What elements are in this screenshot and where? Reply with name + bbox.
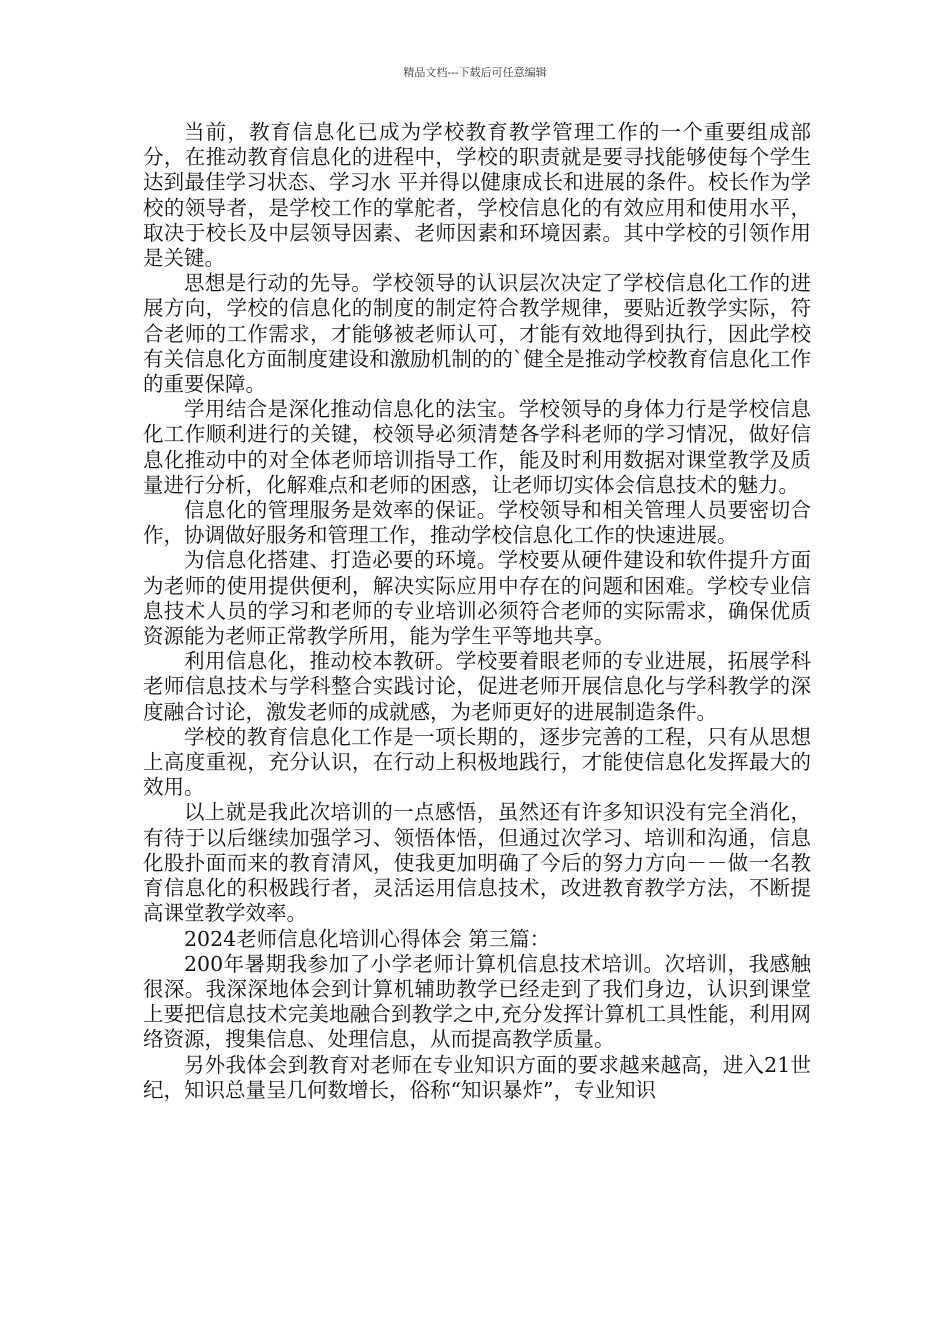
paragraph: 200年暑期我参加了小学老师计算机信息技术培训。次培训，我感触很深。我深深地体会到计算机辅助教学已经走到了我们身边，认识到课堂上要把信息技术完美地融合到教学之中,充分发挥计算机工具性能，利用网络资源，搜集信息、处理信息，从而提高教学质量。 xyxy=(143,951,811,1052)
document-body xyxy=(143,120,811,1103)
paragraph: 另外我体会到教育对老师在专业知识方面的要求越来越高，进入21世纪，知识总量呈几何数增长，俗称“知识暴炸”，专业知识 xyxy=(143,1052,811,1102)
page-header: 精品文档---下载后可任意编辑 xyxy=(403,66,547,79)
section-heading: 2024老师信息化培训心得体会 第三篇： xyxy=(184,926,551,951)
paragraph: 学校的教育信息化工作是一项长期的，逐步完善的工程，只有从思想上高度重视，充分认识，在行动上积极地践行，才能使信息化发挥最大的效用。 xyxy=(143,724,811,800)
paragraph: 信息化的管理服务是效率的保证。学校领导和相关管理人员要密切合作，协调做好服务和管理工作，推动学校信息化工作的快速进展。 xyxy=(143,498,811,548)
paragraph: 当前，教育信息化已成为学校教育教学管理工作的一个重要组成部分，在推动教育信息化的进程中，学校的职责就是要寻找能够使每个学生达到最佳学习状态、学习水 平并得以健康成长和进展的条件。校长作为学校的领导者，是学校工作的掌舵者，学校信息化的有效应用和使用水平，取决于校长及中层领导因素、老师因素和环境因素。其中学校的引领作用是关键。 xyxy=(143,120,811,271)
paragraph: 以上就是我此次培训的一点感悟，虽然还有许多知识没有完全消化，有待于以后继续加强学习、领悟体悟，但通过次学习、培训和沟通，信息化股扑面而来的教育清风，使我更加明确了今后的努力方向－－做一名教育信息化的积极践行者，灵活运用信息技术，改进教育教学方法，不断提高课堂教学效率。 xyxy=(143,800,811,926)
paragraph: 学用结合是深化推动信息化的法宝。学校领导的身体力行是学校信息化工作顺利进行的关键，校领导必须清楚各学科老师的学习情况，做好信息化推动中的对全体老师培训指导工作，能及时利用数据对课堂教学及质量进行分析，化解难点和老师的困惑，让老师切实体会信息技术的魅力。 xyxy=(143,397,811,497)
paragraph: 利用信息化，推动校本教研。学校要着眼老师的专业进展，拓展学科老师信息技术与学科整合实践讨论，促进老师开展信息化与学科教学的深度融合讨论，激发老师的成就感，为老师更好的进展制造条件。 xyxy=(143,649,811,724)
paragraph: 思想是行动的先导。学校领导的认识层次决定了学校信息化工作的进展方向，学校的信息化的制度的制定符合教学规律，要贴近教学实际，符合老师的工作需求，才能够被老师认可，才能有效地得到执行，因此学校有关信息化方面制度建设和激励机制的的`健全是推动学校教育信息化工作的重要保障。 xyxy=(143,271,811,397)
paragraph: 为信息化搭建、打造必要的环境。学校要从硬件建设和软件提升方面为老师的使用提供便利，解决实际应用中存在的问题和困难。学校专业信息技术人员的学习和老师的专业培训必须符合老师的实际需求，确保优质资源能为老师正常教学所用，能为学生平等地共享。 xyxy=(143,548,811,649)
